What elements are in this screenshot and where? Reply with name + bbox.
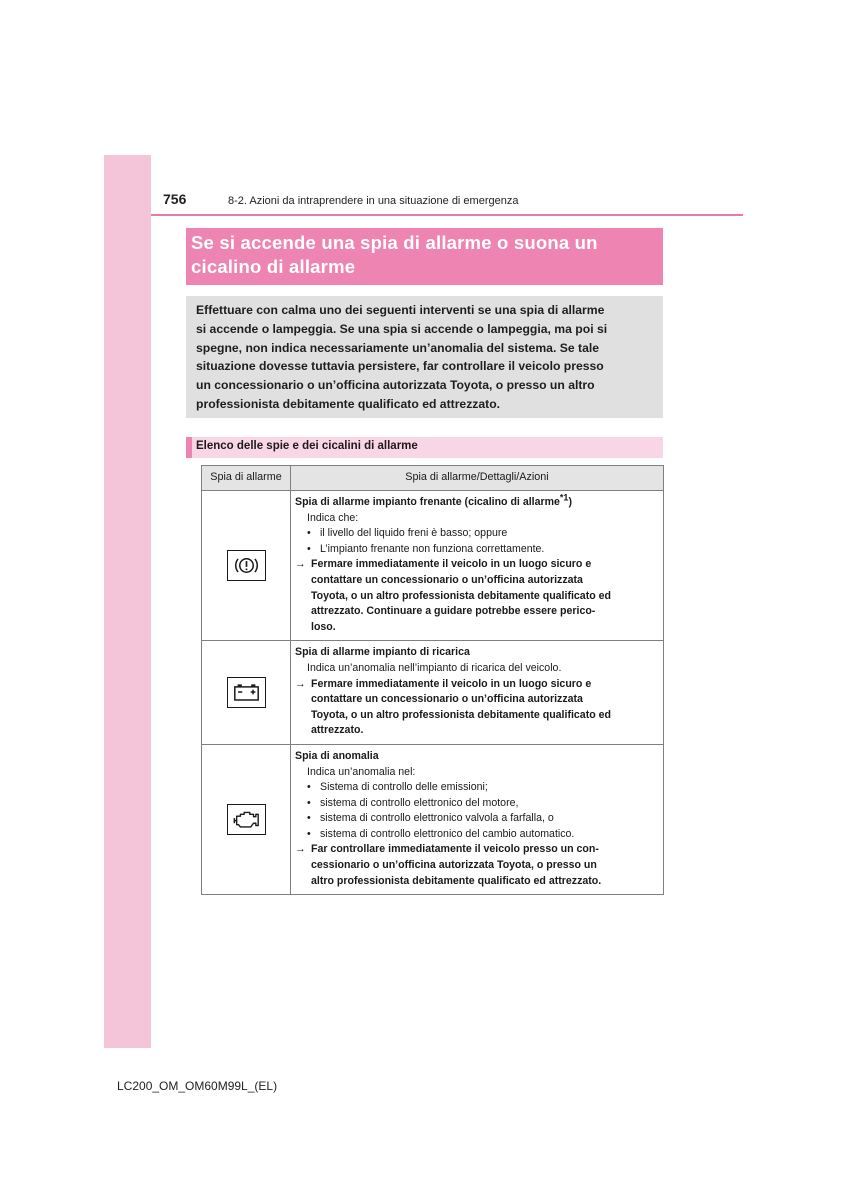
table-header-row (202, 466, 664, 491)
details-cell (291, 744, 664, 894)
action-text: → Fermare immediatamente il veicolo in un luogo sicuro e contattare un concessionario o un’officina autorizzata Toyota, o un altro professionista debitamente qualificato ed attrezzato. Continuare a guidare potrebbe essere perico- loso. (295, 557, 655, 635)
column-header-light: Spia di allarme (202, 466, 291, 491)
item-title: Spia di allarme impianto frenante (cicalino di allarme$^{*1}$) (295, 492, 572, 508)
item-intro: Indica un’anomalia nel: (307, 765, 416, 778)
section-title (186, 228, 663, 285)
table-row (202, 744, 664, 894)
intro-line: situazione dovesse tuttavia persistere, far controllare il veicolo presso (196, 359, 604, 374)
icon-cell (202, 491, 291, 641)
table-row (202, 641, 664, 745)
item-title: Spia di anomalia (295, 749, 379, 762)
intro-line: Effettuare con calma uno dei seguenti interventi se una spia di allarme (196, 303, 605, 317)
icon-cell (202, 641, 291, 745)
page-number: 756 (163, 191, 187, 207)
intro-line: spegne, non indica necessariamente un’anomalia del sistema. Se tale (196, 340, 600, 355)
intro-paragraph (186, 296, 663, 418)
brake-warning-icon (227, 550, 266, 581)
intro-line: professionista debitamente qualificato ed attrezzato. (196, 396, 501, 411)
title-line: Se si accende una spia di allarme o suona un (191, 232, 598, 253)
arrow-icon: → (295, 677, 306, 690)
section-reference: 8-2. Azioni da intraprendere in una situazione di emergenza (228, 195, 519, 207)
document-code: LC200_OM_OM60M99L_(EL) (117, 1079, 278, 1093)
bullet-item: • sistema di controllo elettronico del cambio automatico. (307, 827, 575, 840)
details-cell (291, 491, 664, 641)
table-row (202, 491, 664, 641)
warning-list-heading: Elenco delle spie e dei cicalini di allarme (186, 437, 663, 458)
action-text: → Fermare immediatamente il veicolo in un luogo sicuro e contattare un concessionario o un’officina autorizzata Toyota, o un altro professionista debitamente qualificato ed attrezzato. (295, 677, 655, 739)
title-line: cicalino di allarme (191, 256, 356, 277)
arrow-icon: → (295, 843, 306, 856)
action-text: → Far controllare immediatamente il veicolo presso un con- cessionario o un’officina autorizzata Toyota, o presso un altro professionista debitamente qualificato ed attrezzato. (295, 842, 655, 889)
icon-cell (202, 744, 291, 894)
details-cell (291, 641, 664, 745)
column-header-details: Spia di allarme/Dettagli/Azioni (291, 466, 664, 491)
item-intro: Indica un’anomalia nell’impianto di ricarica del veicolo. (307, 661, 562, 674)
bullet-item: • il livello del liquido freni è basso; oppure (307, 527, 508, 540)
side-tab (104, 155, 151, 1048)
warning-lights-table (201, 465, 664, 895)
item-intro: Indica che: (307, 511, 359, 524)
intro-line: un concessionario o un’officina autorizzata Toyota, o presso un altro (196, 378, 595, 393)
item-title: Spia di allarme impianto di ricarica (295, 646, 470, 659)
header-divider (151, 214, 743, 216)
bullet-item: • L’impianto frenante non funziona correttamente. (307, 542, 545, 555)
bullet-item: • sistema di controllo elettronico del motore, (307, 796, 519, 809)
engine-malfunction-icon (227, 804, 266, 835)
bullet-item: • Sistema di controllo delle emissioni; (307, 781, 488, 794)
battery-charge-icon (227, 677, 266, 708)
bullet-item: • sistema di controllo elettronico valvola a farfalla, o (307, 812, 554, 825)
arrow-icon: → (295, 558, 306, 571)
intro-line: si accende o lampeggia. Se una spia si accende o lampeggia, ma poi si (196, 321, 608, 336)
